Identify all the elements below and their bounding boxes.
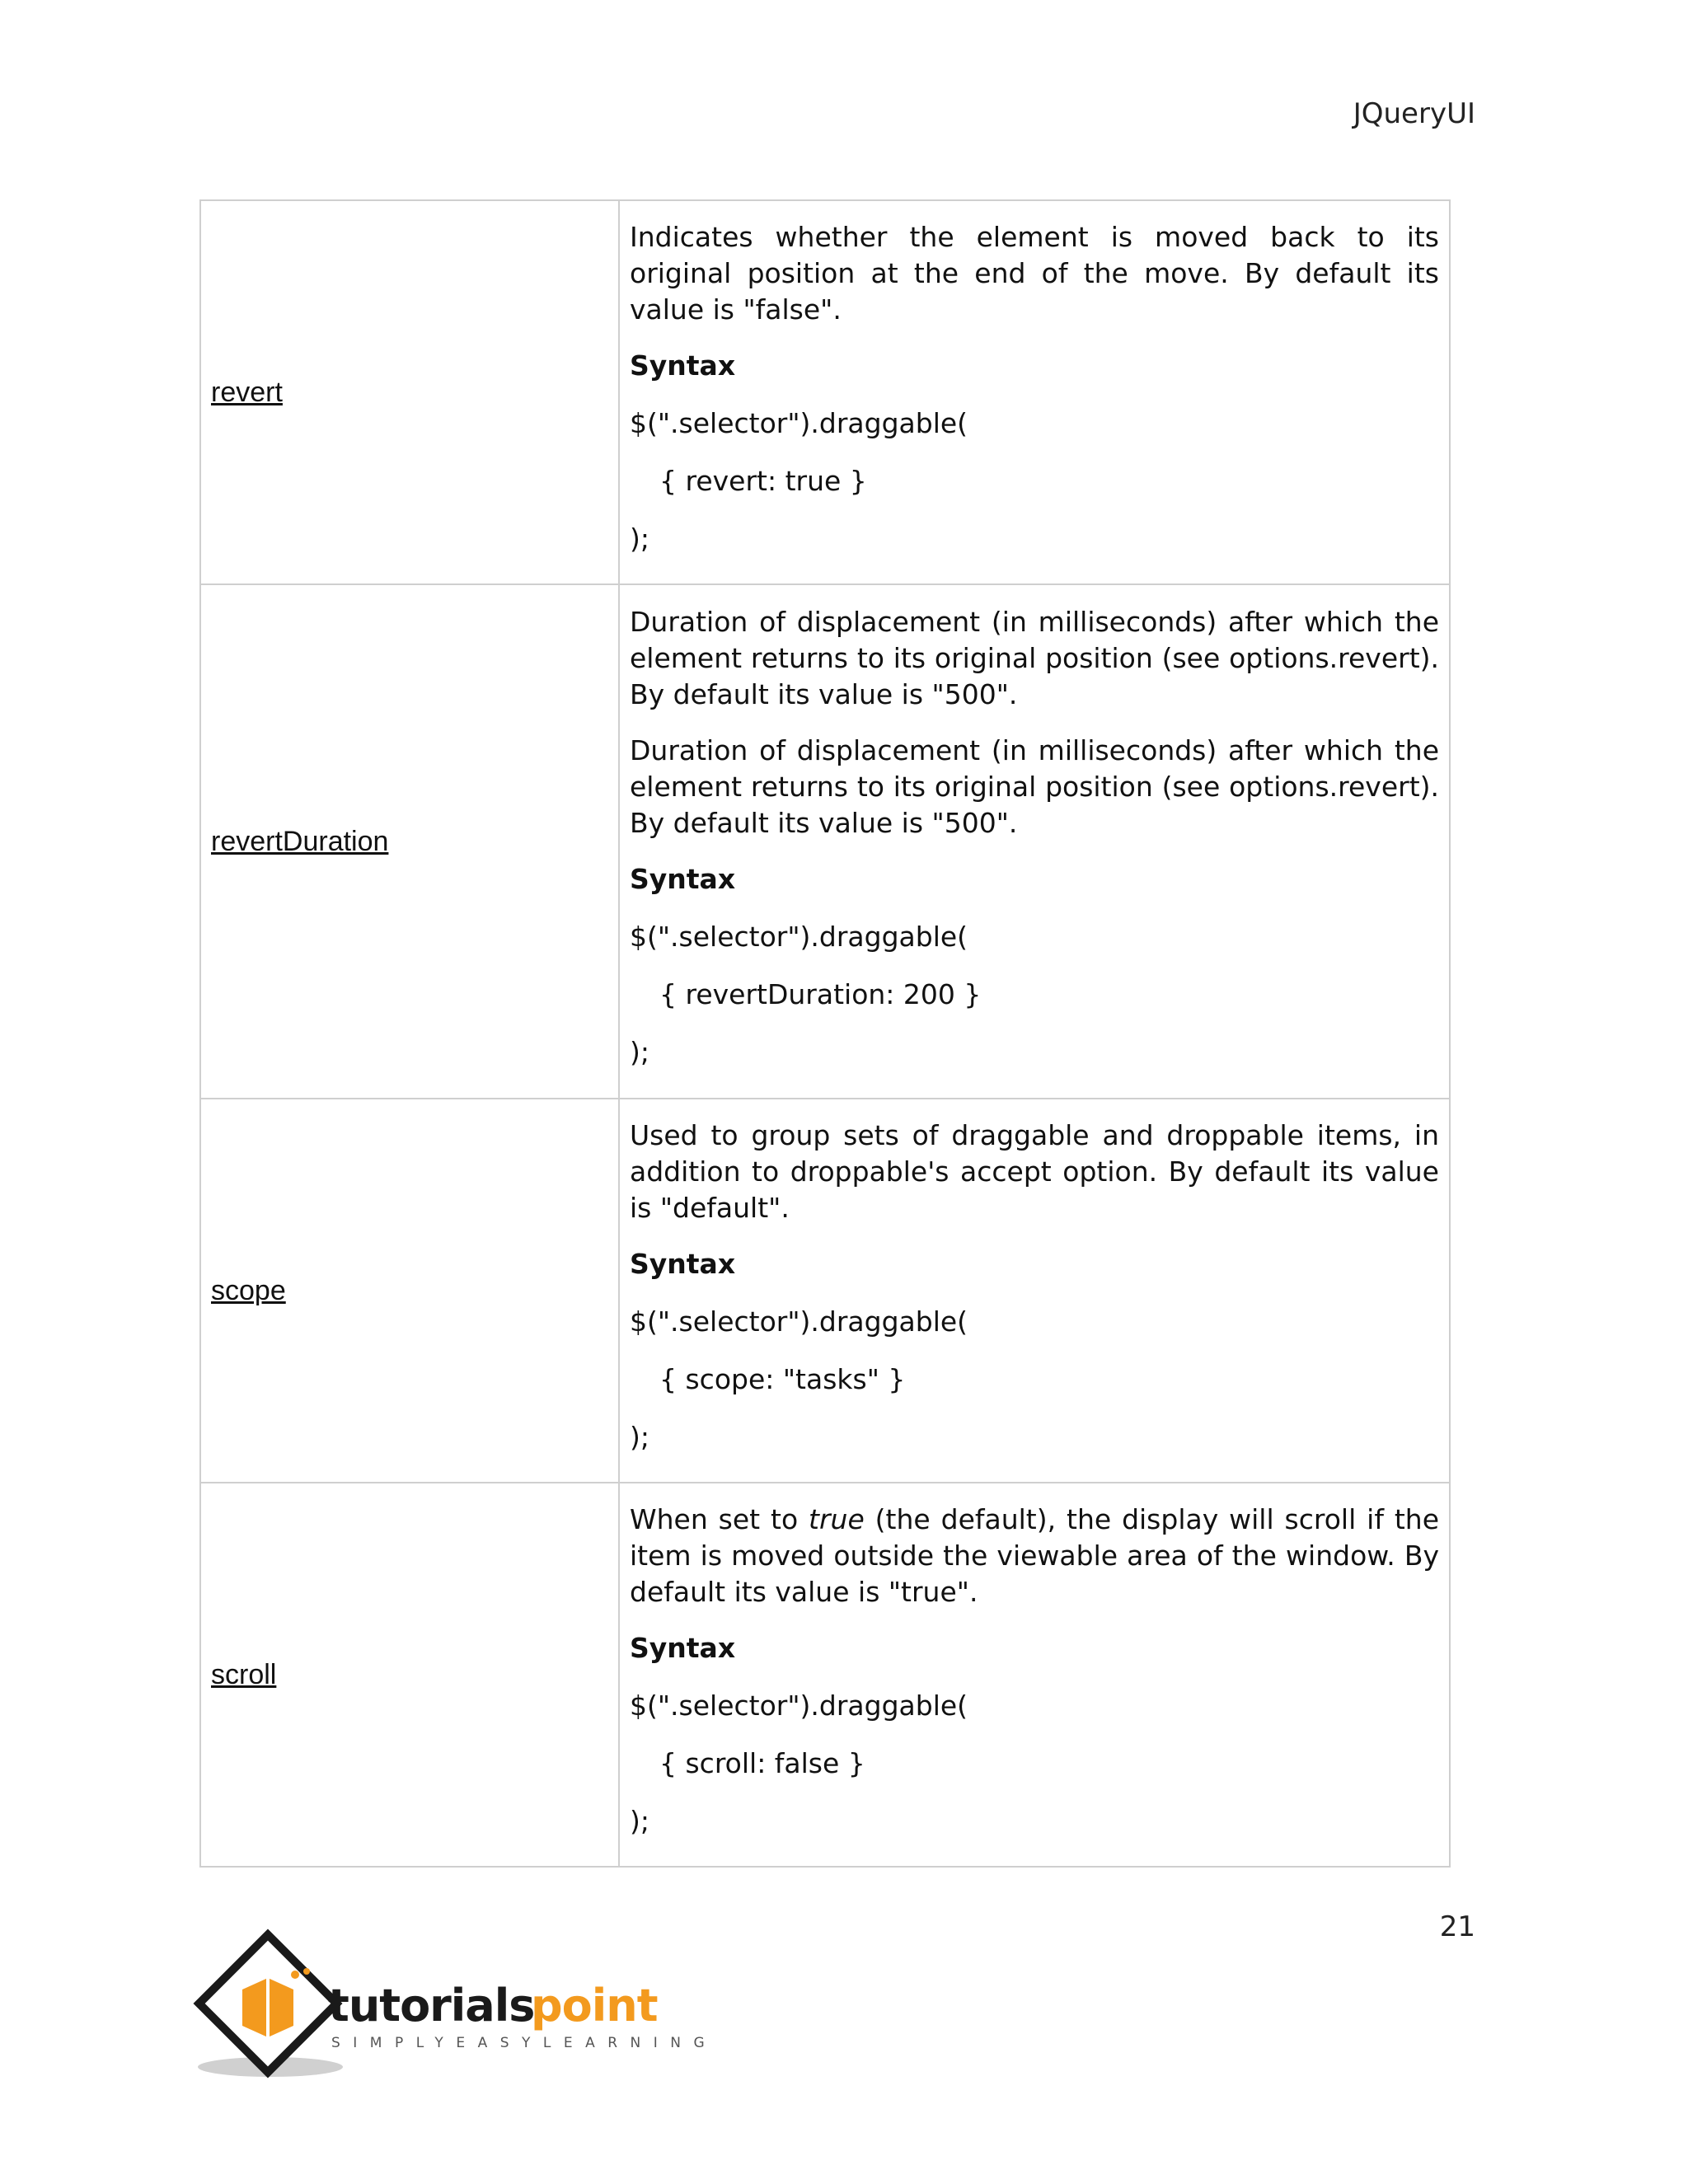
option-link-revert[interactable]: revert <box>211 376 283 408</box>
syntax-heading: Syntax <box>630 1632 736 1664</box>
code-line: ); <box>630 1805 649 1837</box>
options-table <box>199 199 1451 1868</box>
table-row <box>200 1483 1450 1867</box>
logo-tagline: SIMPLYEASYLEARNING <box>331 2035 718 2051</box>
option-link-scope[interactable]: scope <box>211 1274 286 1306</box>
code-line: $(".selector").draggable( <box>630 1305 968 1338</box>
syntax-heading: Syntax <box>630 349 736 382</box>
code-line: { scroll: false } <box>659 1747 865 1779</box>
syntax-heading: Syntax <box>630 1248 736 1280</box>
table-row <box>200 200 1450 584</box>
option-description-cell <box>619 1483 1450 1867</box>
logo-text-accent: point <box>531 1980 658 2032</box>
description-text: (the default), the display will scroll if the item is moved outside the viewable area of the window. By default its value is "true". <box>630 1503 1440 1608</box>
tutorialspoint-logo <box>195 1938 718 2087</box>
option-description: Duration of displacement (in milliseconds) after which the element returns to its original position (see options.revert). By default its value is "500". <box>630 606 1439 710</box>
code-line: ); <box>630 1036 649 1068</box>
option-name-cell <box>200 1483 619 1867</box>
code-line: { revert: true } <box>659 465 867 497</box>
code-line: ); <box>630 1421 649 1453</box>
description-italic: true <box>809 1503 865 1535</box>
option-description: Indicates whether the element is moved back to its original position at the end of the move. By default its value is "false". <box>630 221 1439 326</box>
table-row <box>200 1099 1450 1483</box>
page-header-title: JQueryUI <box>1353 97 1475 130</box>
option-description-cell <box>619 584 1450 1099</box>
option-description-cell <box>619 1099 1450 1483</box>
code-line: { revertDuration: 200 } <box>659 978 982 1010</box>
code-line: { scope: "tasks" } <box>659 1363 906 1395</box>
option-link-scroll[interactable]: scroll <box>211 1658 277 1690</box>
table-row <box>200 584 1450 1099</box>
option-description: Used to group sets of draggable and droppable items, in addition to droppable's accept option. By default its value is "default". <box>630 1119 1439 1224</box>
option-name-cell <box>200 200 619 584</box>
option-name-cell <box>200 1099 619 1483</box>
code-line: $(".selector").draggable( <box>630 1690 968 1722</box>
option-description: Duration of displacement (in milliseconds) after which the element returns to its original position (see options.revert). By default its value is "500". <box>630 734 1439 839</box>
syntax-heading: Syntax <box>630 863 736 895</box>
option-description-cell <box>619 200 1450 584</box>
description-text: When set to <box>630 1503 809 1535</box>
code-line: $(".selector").draggable( <box>630 921 968 953</box>
page-number: 21 <box>1439 1910 1475 1943</box>
option-link-revertduration[interactable]: revertDuration <box>211 825 389 857</box>
option-name-cell <box>200 584 619 1099</box>
logo-text-primary: tutorials <box>328 1980 535 2032</box>
code-line: $(".selector").draggable( <box>630 407 968 439</box>
code-line: ); <box>630 523 649 555</box>
option-description <box>630 1502 1439 1610</box>
